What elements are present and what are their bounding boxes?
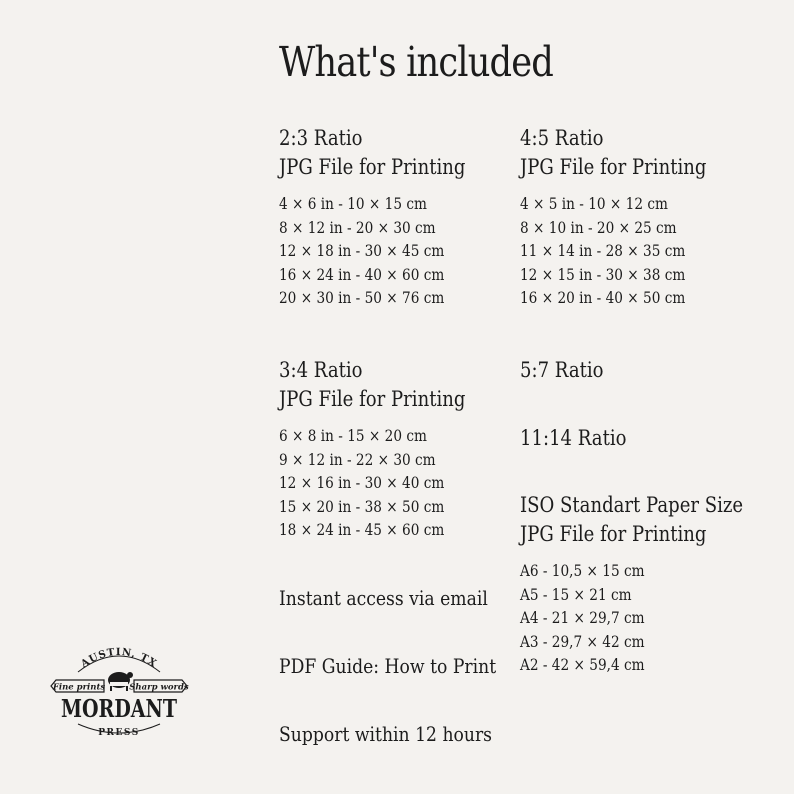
size-item: 16 × 24 in - 40 × 60 cm	[279, 265, 445, 284]
size-item: 16 × 20 in - 40 × 50 cm	[520, 289, 686, 307]
size-item: 4 × 6 in - 10 × 15 cm	[279, 195, 427, 213]
ratio-subheading: JPG File for Printing	[520, 155, 707, 179]
ratio-heading: 3:4 Ratio	[279, 358, 363, 382]
size-item: 15 × 20 in - 38 × 50 cm	[279, 497, 445, 516]
mordant-press-logo	[48, 642, 190, 744]
ratio-subheading: JPG File for Printing	[520, 522, 707, 546]
svg-text:AUSTIN, TX	[78, 647, 158, 671]
size-item: 12 × 18 in - 30 × 45 cm	[279, 242, 445, 260]
size-item: A3 - 29,7 × 42 cm	[520, 632, 645, 651]
size-item: 6 × 8 in - 15 × 20 cm	[279, 427, 427, 445]
logo-left-ribbon: Fine prints	[52, 682, 106, 693]
size-list	[279, 193, 496, 311]
instant-access-text: Instant access via email	[279, 586, 488, 610]
size-item: A5 - 15 × 21 cm	[520, 585, 632, 604]
logo-right-ribbon: Sharp words	[129, 682, 189, 693]
ratio-heading: ISO Standart Paper Size	[520, 493, 744, 517]
size-item: 20 × 30 in - 50 × 76 cm	[279, 289, 445, 307]
logo-bottom-text: PRESS	[98, 728, 140, 738]
support-text: Support within 12 hours	[279, 722, 493, 746]
logo-name: MORDANT	[61, 694, 178, 723]
size-item: 9 × 12 in - 22 × 30 cm	[279, 450, 436, 469]
ratio-heading: 5:7 Ratio	[520, 358, 604, 382]
ratio-5-7-section	[520, 356, 617, 385]
ratio-4-5-section	[520, 124, 737, 311]
size-list	[520, 193, 737, 311]
size-item: 8 × 10 in - 20 × 25 cm	[520, 218, 677, 237]
size-item: A2 - 42 × 59,4 cm	[520, 656, 645, 674]
logo-top-text: AUSTIN, TX	[79, 646, 159, 671]
pdf-guide-text: PDF Guide: How to Print	[279, 654, 497, 678]
size-item: 12 × 15 in - 30 × 38 cm	[520, 265, 686, 284]
page-title: What's included	[279, 38, 553, 86]
size-list	[279, 425, 496, 543]
ratio-heading: 2:3 Ratio	[279, 126, 363, 150]
iso-section	[520, 491, 779, 678]
size-item: 12 × 16 in - 30 × 40 cm	[279, 474, 445, 492]
size-item: 4 × 5 in - 10 × 12 cm	[520, 195, 668, 213]
ratio-heading: 11:14 Ratio	[520, 426, 627, 450]
size-item: 11 × 14 in - 28 × 35 cm	[520, 242, 686, 260]
size-list	[520, 560, 779, 678]
ratio-11-14-section	[520, 424, 644, 453]
ratio-heading: 4:5 Ratio	[520, 126, 604, 150]
ratio-2-3-section	[279, 124, 496, 311]
size-item: A6 - 10,5 × 15 cm	[520, 562, 645, 580]
ratio-subheading: JPG File for Printing	[279, 387, 466, 411]
size-item: A4 - 21 × 29,7 cm	[520, 609, 645, 627]
size-item: 18 × 24 in - 45 × 60 cm	[279, 521, 445, 539]
ratio-subheading: JPG File for Printing	[279, 155, 466, 179]
size-item: 8 × 12 in - 20 × 30 cm	[279, 218, 436, 237]
ratio-3-4-section	[279, 356, 496, 543]
